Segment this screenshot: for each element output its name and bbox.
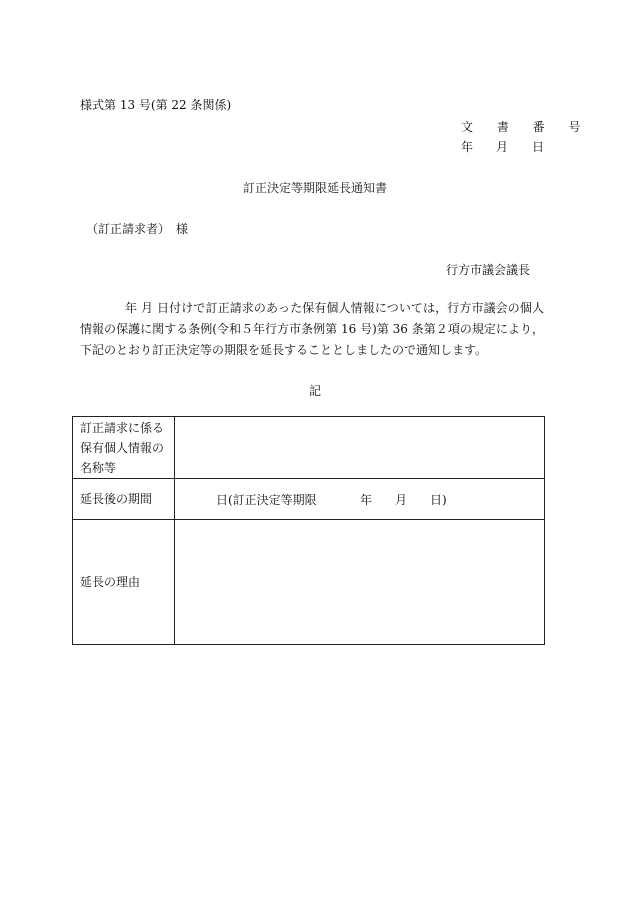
info-name-label-line: 保有個人情報の — [80, 440, 165, 455]
period-year: 年 — [360, 493, 373, 507]
date-year: 年 — [461, 140, 474, 154]
info-name-label — [73, 417, 175, 479]
body-paragraph: 年 月 日付けで訂正請求のあった保有個人情報については，行方市議会の個人情報の保護に関する条例(令和５年行方市条例第 16 号)第 36 条第２項の規定により，下記のとおり訂正決定等の期限を延長することとしましたので通知します。 — [80, 301, 544, 357]
date-day: 日 — [532, 140, 545, 154]
ki-heading: 記 — [308, 384, 321, 398]
info-name-label-line: 訂正請求に係る — [80, 420, 165, 435]
form-number: 様式第 13 号(第 22 条関係) — [80, 98, 232, 112]
reason-value — [175, 520, 545, 645]
document-number-label: 文 書 番 号 — [461, 120, 591, 134]
detail-table — [72, 416, 545, 645]
date-line — [461, 138, 544, 155]
period-day-prefix: 日(訂正決定等期限 — [216, 493, 317, 507]
extended-period-label: 延長後の期間 — [73, 479, 175, 520]
table-row — [73, 417, 545, 479]
date-month: 月 — [496, 140, 509, 154]
document-title: 訂正決定等期限延長通知書 — [242, 181, 387, 195]
info-name-value — [175, 417, 545, 479]
period-day-suffix: 日) — [430, 493, 447, 507]
extended-period-value — [175, 479, 545, 520]
table-row — [73, 479, 545, 520]
reason-label: 延長の理由 — [73, 520, 175, 645]
info-name-label-line: 名称等 — [80, 460, 117, 475]
sender: 行方市議会議長 — [446, 263, 531, 277]
period-month: 月 — [395, 493, 408, 507]
addressee: （訂正請求者） 様 — [86, 222, 189, 236]
table-row — [73, 520, 545, 645]
